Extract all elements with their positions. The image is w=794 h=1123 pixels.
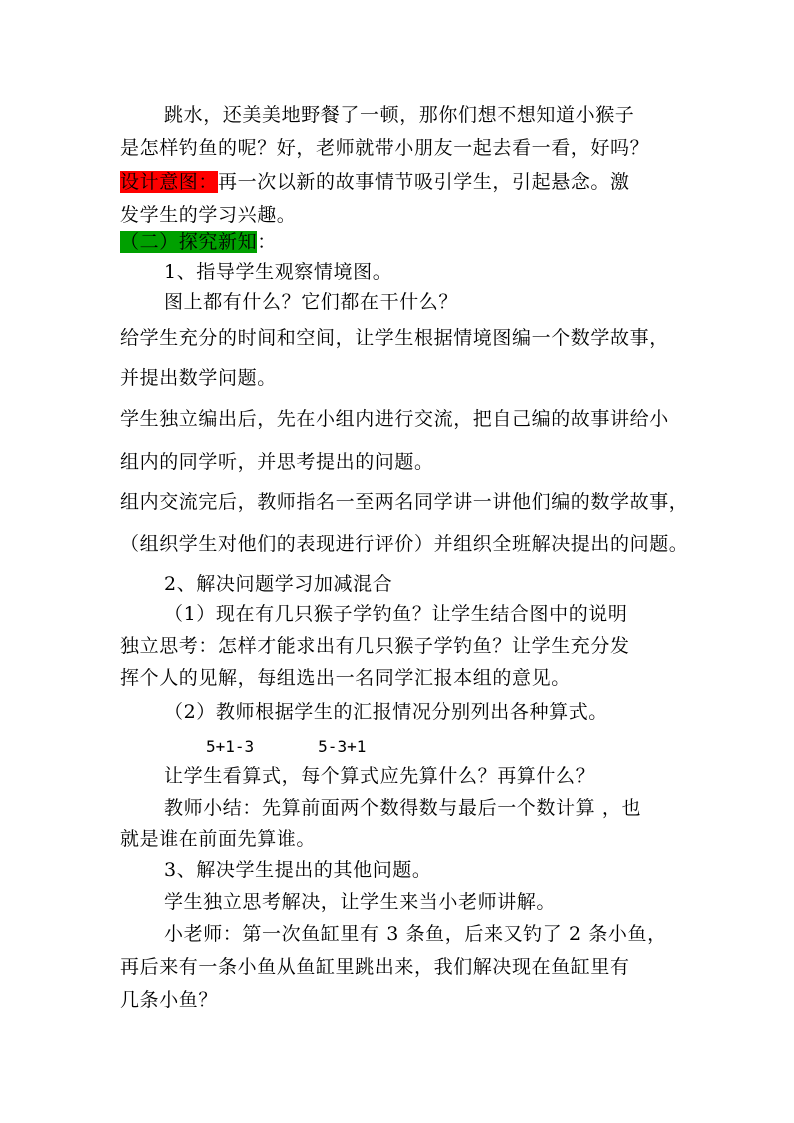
item2-sub2: （2）教师根据学生的汇报情况分别列出各种算式。 <box>164 701 608 723</box>
item3-paragraph1: 学生独立思考解决，让学生来当小老师讲解。 <box>164 891 557 913</box>
formulas-line <box>206 735 366 759</box>
section-heading-colon: ： <box>257 231 277 253</box>
item1-question: 图上都有什么？它们都在干什么？ <box>164 291 459 313</box>
section-heading <box>120 230 277 254</box>
item1-title: 1、指导学生观察情境图。 <box>164 261 393 283</box>
item2-sub1-line3: 挥个人的见解，每组选出一名同学汇报本组的意见。 <box>120 667 571 689</box>
item1-paragraph3-line2: （组织学生对他们的表现进行评价）并组织全班解决提出的问题。 <box>120 533 689 555</box>
item1-paragraph3-line1: 组内交流完后，教师指名一至两名同学讲一讲他们编的数学故事， <box>120 491 689 513</box>
item2-sub1-line1: （1）现在有几只猴子学钓鱼？让学生结合图中的说明 <box>164 603 628 625</box>
item3-paragraph2-line2: 再后来有一条小鱼从鱼缸里跳出来，我们解决现在鱼缸里有 <box>120 956 630 978</box>
item1-paragraph2-line2: 组内的同学听，并思考提出的问题。 <box>120 451 434 473</box>
item1-paragraph1-line1: 给学生充分的时间和空间，让学生根据情境图编一个数学故事， <box>120 327 669 349</box>
item1-paragraph2-line1: 学生独立编出后，先在小组内进行交流，把自己编的故事讲给小 <box>120 408 669 430</box>
item3-paragraph2-line3: 几条小鱼？ <box>120 989 219 1011</box>
item2-summary-line1: 教师小结：先算前面两个数得数与最后一个数计算 ，也 <box>164 797 642 819</box>
item2-title: 2、解决问题学习加减混合 <box>164 573 393 595</box>
item2-summary-line2: 就是谁在前面先算谁。 <box>120 828 317 850</box>
formula-1: 5+1-3 <box>206 737 255 756</box>
item2-sub1-line2: 独立思考：怎样才能求出有几只猴子学钓鱼？让学生充分发 <box>120 635 630 657</box>
story-line-2: 是怎样钓鱼的呢？好，老师就带小朋友一起去看一看，好吗？ <box>120 137 650 159</box>
story-line-1: 跳水，还美美地野餐了一顿，那你们想不想知道小猴子 <box>164 104 635 126</box>
design-intent-line-1 <box>120 170 630 194</box>
design-intent-label: 设计意图： <box>120 171 219 193</box>
design-intent-text: 再一次以新的故事情节吸引学生，引起悬念。激 <box>218 171 630 193</box>
item2-question: 让学生看算式，每个算式应先算什么？再算什么？ <box>164 765 596 787</box>
item1-paragraph1-line2: 并提出数学问题。 <box>120 367 277 389</box>
item3-title: 3、解决学生提出的其他问题。 <box>164 859 432 881</box>
section-heading-label: （二）探究新知 <box>120 231 258 253</box>
formula-2: 5-3+1 <box>318 737 367 756</box>
item3-paragraph2-line1: 小老师：第一次鱼缸里有 3 条鱼，后来又钓了 2 条小鱼， <box>164 923 667 945</box>
design-intent-line-2: 发学生的学习兴趣。 <box>120 204 297 226</box>
